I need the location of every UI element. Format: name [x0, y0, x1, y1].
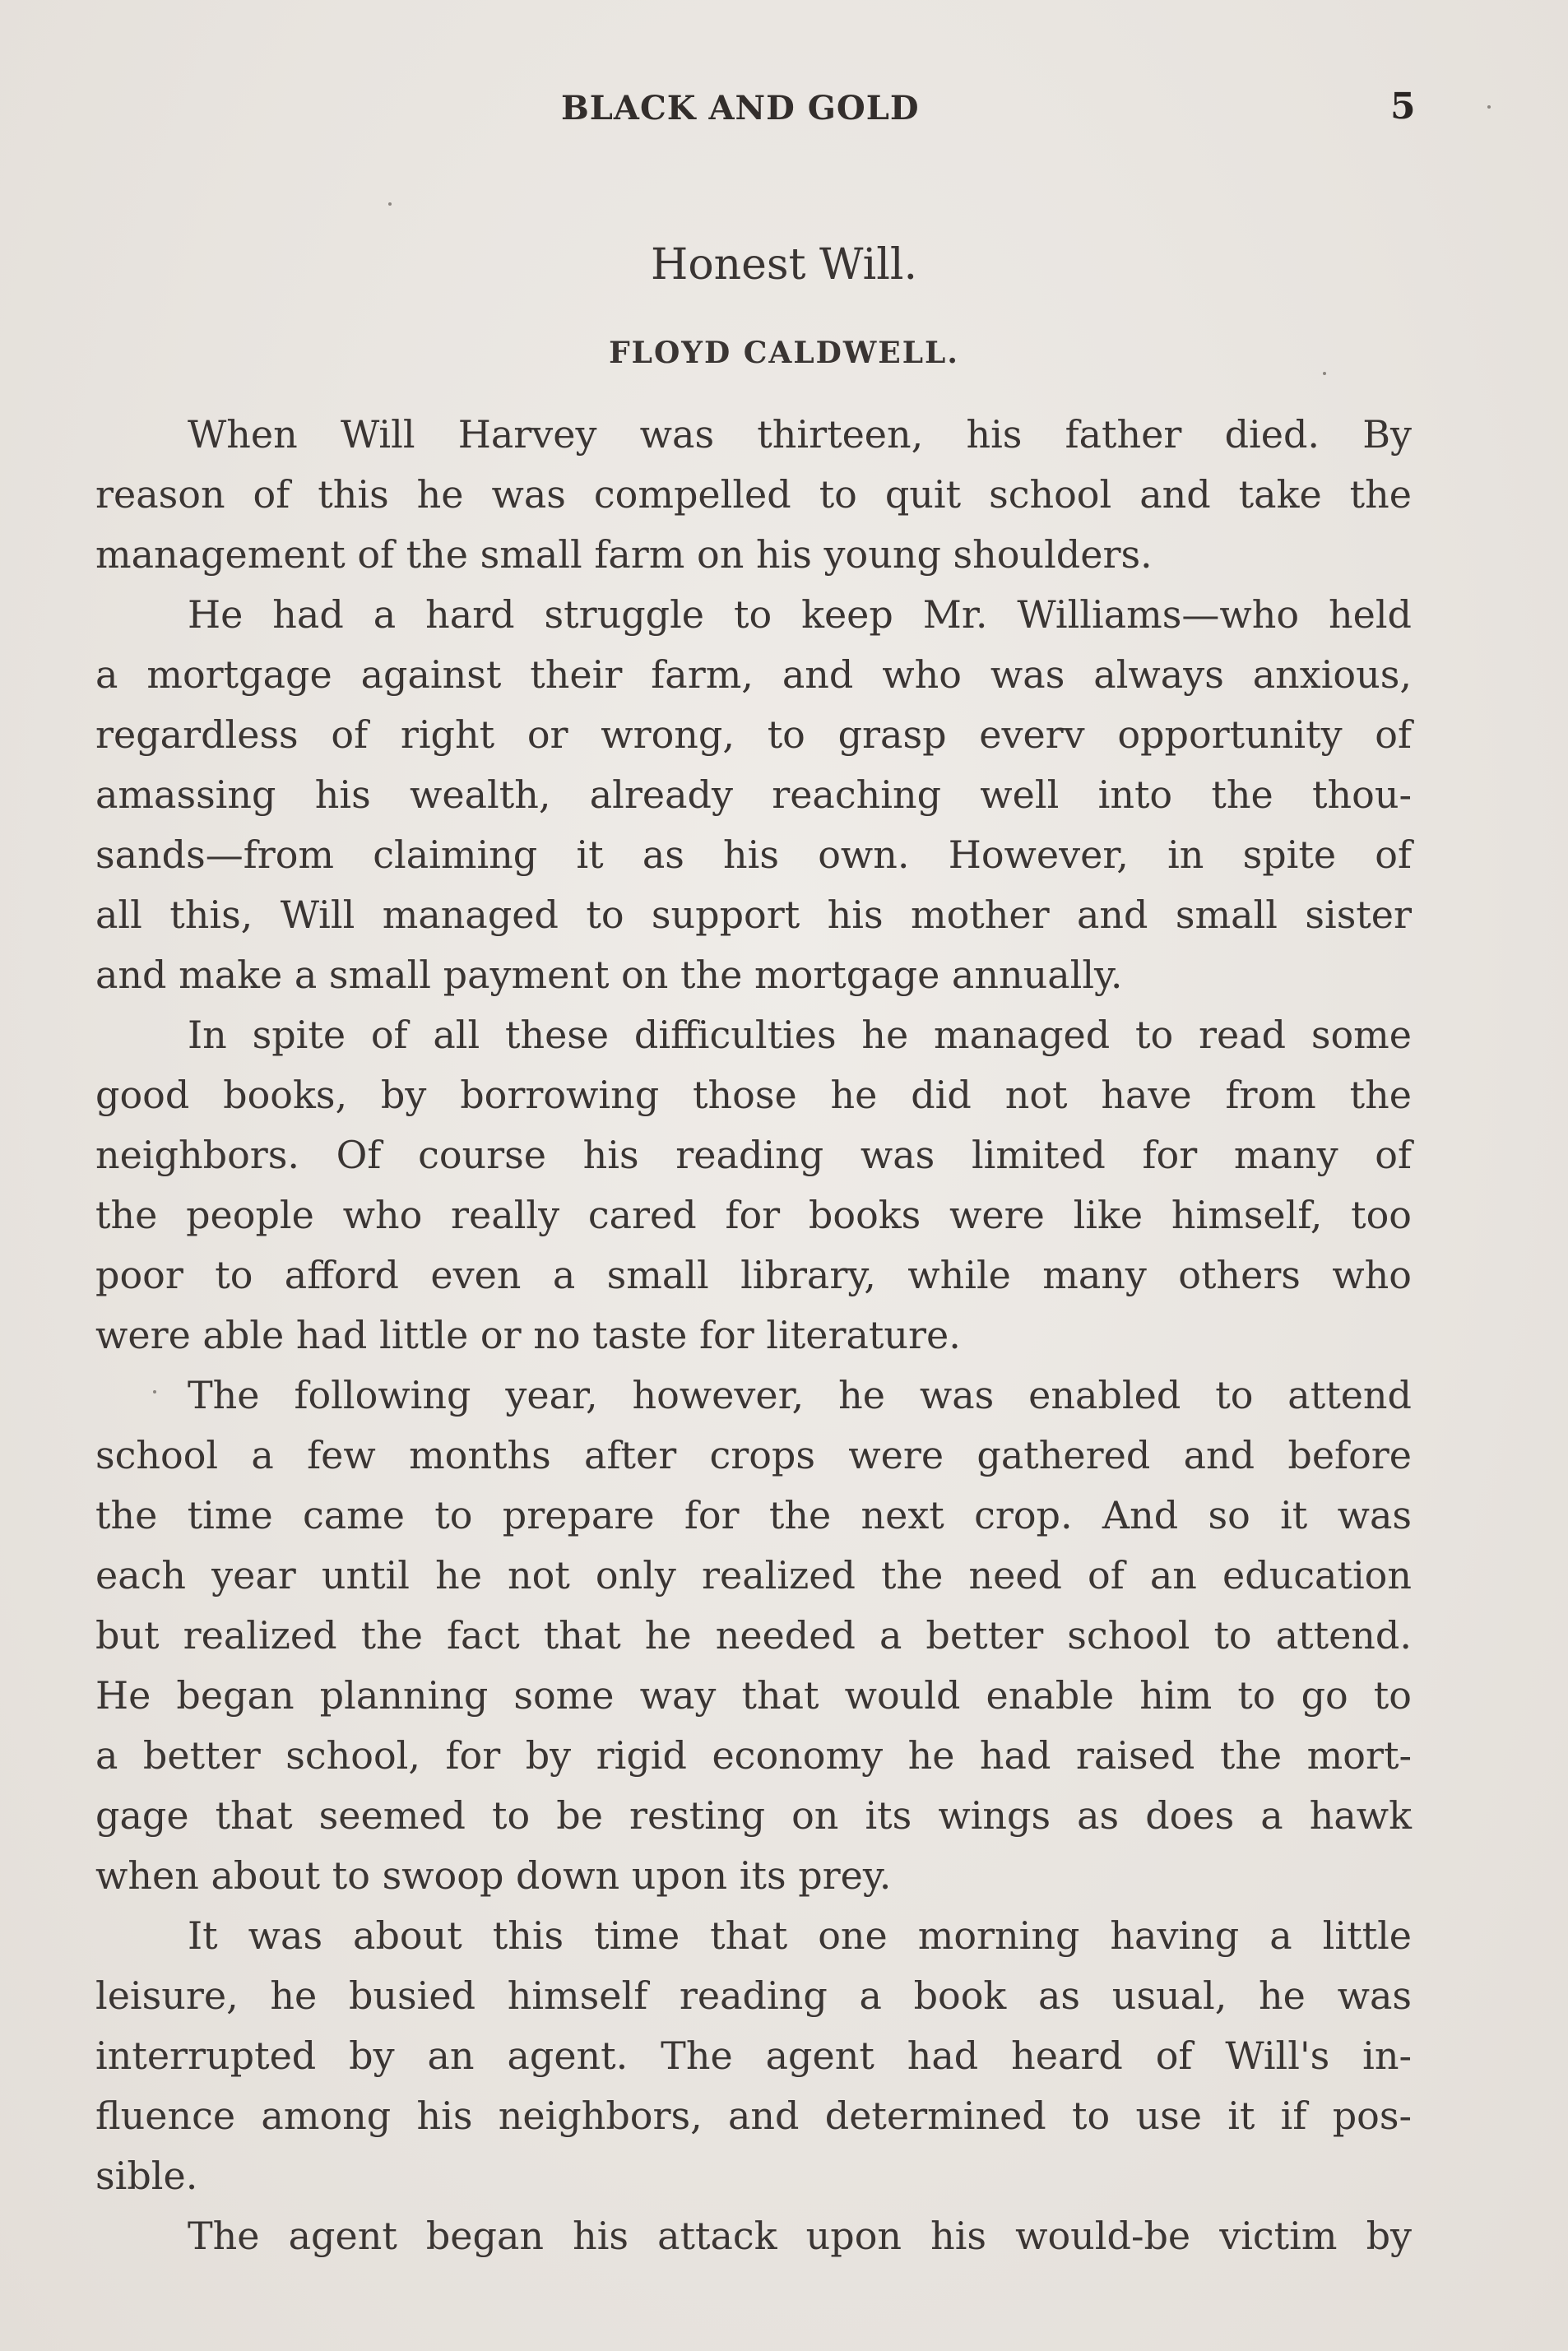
text-line: amassing his wealth, already reaching well into the thou-: [95, 772, 1412, 817]
text-line: the time came to prepare for the next crop. And so it was: [95, 1493, 1412, 1537]
text-line: management of the small farm on his young shoulders.: [95, 532, 1153, 577]
text-line: It was about this time that one morning having a little: [188, 1913, 1412, 1958]
text-line: The agent began his attack upon his would-be victim by: [188, 2214, 1412, 2258]
text-line: regardless of right or wrong, to grasp everv opportunity of: [95, 712, 1412, 757]
text-line: He had a hard struggle to keep Mr. Williams—who held: [188, 592, 1412, 637]
text-line: and make a small payment on the mortgage annually.: [95, 953, 1123, 997]
running-header: [0, 86, 1568, 138]
paper-speck: [1323, 372, 1326, 375]
text-line: a mortgage against their farm, and who was always anxious,: [95, 652, 1412, 697]
text-line: school a few months after crops were gathered and before: [95, 1433, 1412, 1477]
running-title: BLACK AND GOLD: [561, 89, 920, 128]
text-line: poor to afford even a small library, while many others who: [95, 1253, 1412, 1297]
text-line: fluence among his neighbors, and determined to use it if pos-: [95, 2094, 1412, 2138]
text-line: a better school, for by rigid economy he had raised the mort-: [95, 1733, 1412, 1778]
text-line: sands—from claiming it as his own. However, in spite of: [95, 832, 1412, 877]
text-line: sible.: [95, 2154, 198, 2198]
text-line: He began planning some way that would enable him to go to: [95, 1673, 1412, 1718]
page-number: 5: [1390, 86, 1416, 128]
article-body: [95, 405, 1412, 2266]
paper-speck: [153, 1390, 156, 1393]
text-line: all this, Will managed to support his mother and small sister: [95, 893, 1412, 937]
text-line: but realized the fact that he needed a better school to attend.: [95, 1613, 1412, 1658]
text-line: when about to swoop down upon its prey.: [95, 1853, 892, 1898]
text-line: interrupted by an agent. The agent had heard of Will's in-: [95, 2033, 1412, 2078]
article-author: FLOYD CALDWELL.: [609, 336, 959, 370]
text-line: leisure, he busied himself reading a book as usual, he was: [95, 1973, 1412, 2018]
text-line: reason of this he was compelled to quit school and take the: [95, 472, 1412, 517]
article-title: Honest Will.: [651, 240, 917, 290]
paper-speck: [1487, 105, 1491, 109]
text-line: each year until he not only realized the need of an education: [95, 1553, 1412, 1597]
text-line: the people who really cared for books were like himself, too: [95, 1193, 1412, 1237]
text-line: good books, by borrowing those he did not have from the: [95, 1073, 1412, 1117]
text-line: neighbors. Of course his reading was limited for many of: [95, 1133, 1412, 1177]
text-line: In spite of all these difficulties he managed to read some: [188, 1013, 1412, 1057]
paper-speck: [388, 202, 392, 206]
text-line: When Will Harvey was thirteen, his father died. By: [188, 412, 1412, 457]
text-line: gage that seemed to be resting on its wings as does a hawk: [95, 1793, 1412, 1838]
text-line: The following year, however, he was enabled to attend: [188, 1373, 1412, 1417]
text-line: were able had little or no taste for literature.: [95, 1313, 961, 1357]
